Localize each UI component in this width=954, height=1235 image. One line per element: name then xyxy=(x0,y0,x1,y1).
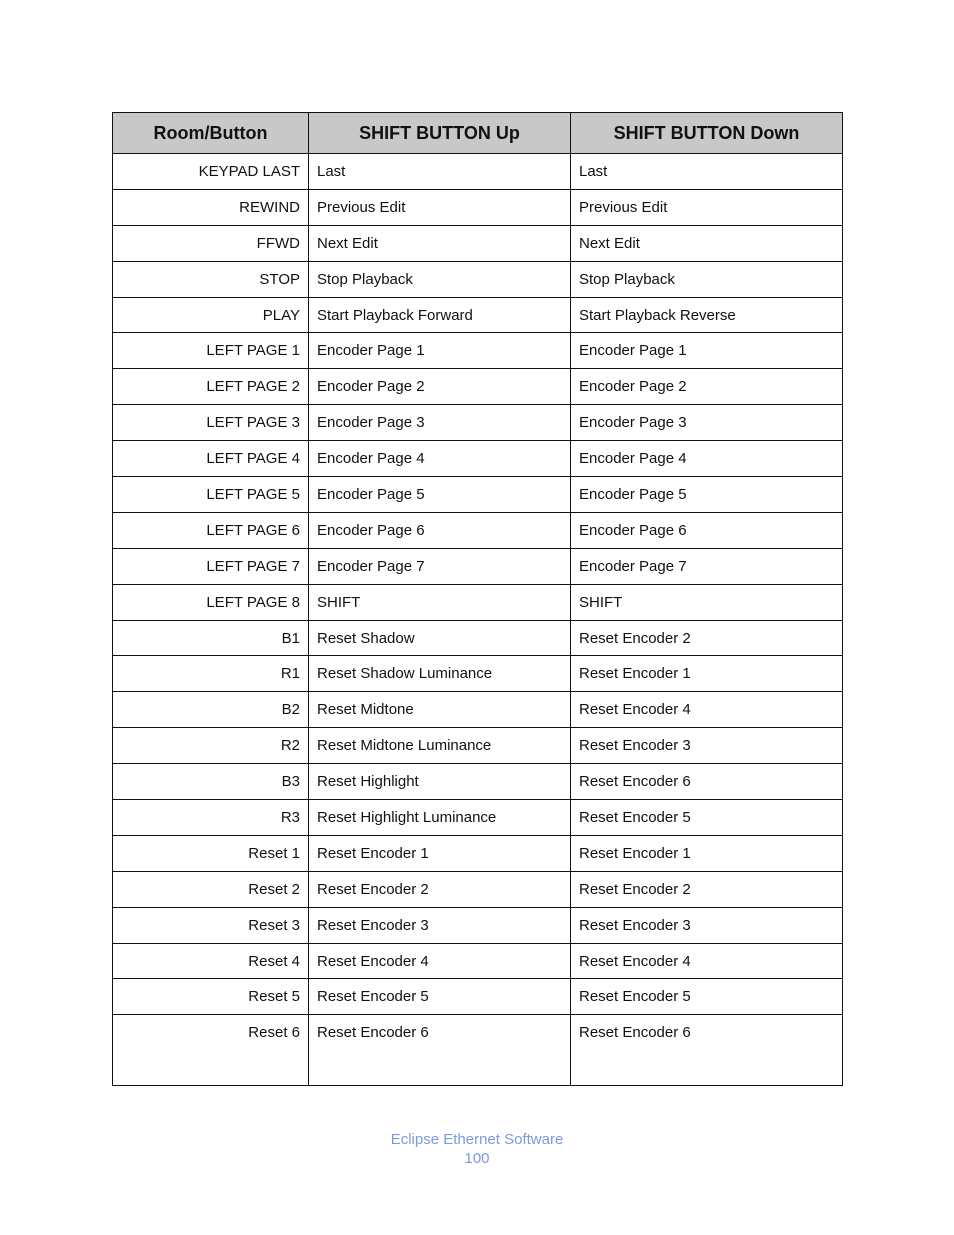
shift-button-table xyxy=(112,112,843,1086)
cell-room-button: R2 xyxy=(113,728,309,764)
cell-room-button: LEFT PAGE 2 xyxy=(113,369,309,405)
table-row xyxy=(113,477,843,513)
table-row xyxy=(113,835,843,871)
table-row xyxy=(113,584,843,620)
cell-room-button: LEFT PAGE 4 xyxy=(113,441,309,477)
cell-shift-up: Encoder Page 3 xyxy=(309,405,571,441)
cell-shift-up: Reset Encoder 6 xyxy=(309,1015,571,1086)
cell-shift-down: SHIFT xyxy=(571,584,843,620)
table-row xyxy=(113,728,843,764)
table-row xyxy=(113,512,843,548)
table-body xyxy=(113,154,843,1086)
footer-title: Eclipse Ethernet Software xyxy=(390,1131,564,1148)
cell-shift-up: Encoder Page 1 xyxy=(309,333,571,369)
cell-room-button: PLAY xyxy=(113,297,309,333)
cell-room-button: LEFT PAGE 5 xyxy=(113,477,309,513)
page-number: 100 xyxy=(464,1150,490,1167)
cell-room-button: Reset 4 xyxy=(113,943,309,979)
cell-shift-up: Reset Encoder 2 xyxy=(309,871,571,907)
cell-room-button: Reset 2 xyxy=(113,871,309,907)
cell-shift-down: Reset Encoder 6 xyxy=(571,1015,843,1086)
cell-shift-down: Reset Encoder 6 xyxy=(571,764,843,800)
cell-shift-up: Reset Encoder 1 xyxy=(309,835,571,871)
table-row xyxy=(113,764,843,800)
cell-room-button: Reset 6 xyxy=(113,1015,309,1086)
cell-shift-up: Reset Midtone Luminance xyxy=(309,728,571,764)
table-header-row xyxy=(113,113,843,154)
cell-shift-down: Reset Encoder 4 xyxy=(571,692,843,728)
cell-shift-down: Reset Encoder 1 xyxy=(571,656,843,692)
cell-room-button: LEFT PAGE 7 xyxy=(113,548,309,584)
cell-room-button: R1 xyxy=(113,656,309,692)
table-row xyxy=(113,800,843,836)
cell-room-button: B3 xyxy=(113,764,309,800)
table-row xyxy=(113,548,843,584)
table-row xyxy=(113,297,843,333)
cell-shift-up: Encoder Page 7 xyxy=(309,548,571,584)
header-shift-up: SHIFT BUTTON Up xyxy=(309,113,571,154)
table-row xyxy=(113,154,843,190)
cell-shift-down: Start Playback Reverse xyxy=(571,297,843,333)
table-row xyxy=(113,333,843,369)
cell-shift-down: Encoder Page 7 xyxy=(571,548,843,584)
table-row xyxy=(113,692,843,728)
table-row xyxy=(113,441,843,477)
cell-shift-down: Reset Encoder 2 xyxy=(571,871,843,907)
cell-shift-down: Last xyxy=(571,154,843,190)
cell-shift-down: Encoder Page 2 xyxy=(571,369,843,405)
cell-room-button: LEFT PAGE 8 xyxy=(113,584,309,620)
table-row xyxy=(113,1015,843,1086)
cell-shift-down: Reset Encoder 3 xyxy=(571,728,843,764)
table-row xyxy=(113,656,843,692)
cell-shift-up: Last xyxy=(309,154,571,190)
cell-shift-down: Reset Encoder 1 xyxy=(571,835,843,871)
cell-shift-down: Reset Encoder 3 xyxy=(571,907,843,943)
cell-room-button: B2 xyxy=(113,692,309,728)
cell-shift-up: Encoder Page 5 xyxy=(309,477,571,513)
cell-shift-down: Encoder Page 4 xyxy=(571,441,843,477)
table-row xyxy=(113,979,843,1015)
table-row xyxy=(113,620,843,656)
cell-room-button: LEFT PAGE 3 xyxy=(113,405,309,441)
cell-shift-up: Reset Highlight Luminance xyxy=(309,800,571,836)
cell-shift-down: Previous Edit xyxy=(571,189,843,225)
cell-room-button: B1 xyxy=(113,620,309,656)
cell-room-button: STOP xyxy=(113,261,309,297)
cell-room-button: KEYPAD LAST xyxy=(113,154,309,190)
cell-shift-up: Next Edit xyxy=(309,225,571,261)
page-footer xyxy=(0,1130,954,1168)
cell-shift-up: Reset Highlight xyxy=(309,764,571,800)
cell-shift-down: Next Edit xyxy=(571,225,843,261)
cell-shift-down: Reset Encoder 5 xyxy=(571,979,843,1015)
header-shift-down: SHIFT BUTTON Down xyxy=(571,113,843,154)
cell-shift-up: Reset Encoder 3 xyxy=(309,907,571,943)
cell-shift-up: Reset Encoder 4 xyxy=(309,943,571,979)
cell-shift-down: Reset Encoder 2 xyxy=(571,620,843,656)
cell-shift-down: Stop Playback xyxy=(571,261,843,297)
cell-shift-up: Reset Encoder 5 xyxy=(309,979,571,1015)
cell-room-button: REWIND xyxy=(113,189,309,225)
cell-room-button: LEFT PAGE 1 xyxy=(113,333,309,369)
header-room-button: Room/Button xyxy=(113,113,309,154)
cell-shift-up: Encoder Page 2 xyxy=(309,369,571,405)
cell-shift-down: Encoder Page 6 xyxy=(571,512,843,548)
cell-shift-down: Encoder Page 3 xyxy=(571,405,843,441)
cell-shift-down: Reset Encoder 5 xyxy=(571,800,843,836)
cell-shift-down: Encoder Page 5 xyxy=(571,477,843,513)
table-row xyxy=(113,225,843,261)
cell-shift-up: Reset Shadow Luminance xyxy=(309,656,571,692)
table-row xyxy=(113,943,843,979)
cell-shift-down: Encoder Page 1 xyxy=(571,333,843,369)
table-row xyxy=(113,871,843,907)
cell-shift-up: Reset Midtone xyxy=(309,692,571,728)
table-row xyxy=(113,369,843,405)
table-row xyxy=(113,189,843,225)
cell-shift-up: Stop Playback xyxy=(309,261,571,297)
cell-shift-up: SHIFT xyxy=(309,584,571,620)
cell-shift-down: Reset Encoder 4 xyxy=(571,943,843,979)
cell-shift-up: Start Playback Forward xyxy=(309,297,571,333)
table-row xyxy=(113,261,843,297)
cell-room-button: Reset 5 xyxy=(113,979,309,1015)
cell-shift-up: Encoder Page 6 xyxy=(309,512,571,548)
cell-room-button: LEFT PAGE 6 xyxy=(113,512,309,548)
cell-room-button: Reset 3 xyxy=(113,907,309,943)
cell-shift-up: Reset Shadow xyxy=(309,620,571,656)
cell-room-button: Reset 1 xyxy=(113,835,309,871)
table-row xyxy=(113,907,843,943)
cell-room-button: R3 xyxy=(113,800,309,836)
table-row xyxy=(113,405,843,441)
cell-shift-up: Encoder Page 4 xyxy=(309,441,571,477)
cell-room-button: FFWD xyxy=(113,225,309,261)
cell-shift-up: Previous Edit xyxy=(309,189,571,225)
